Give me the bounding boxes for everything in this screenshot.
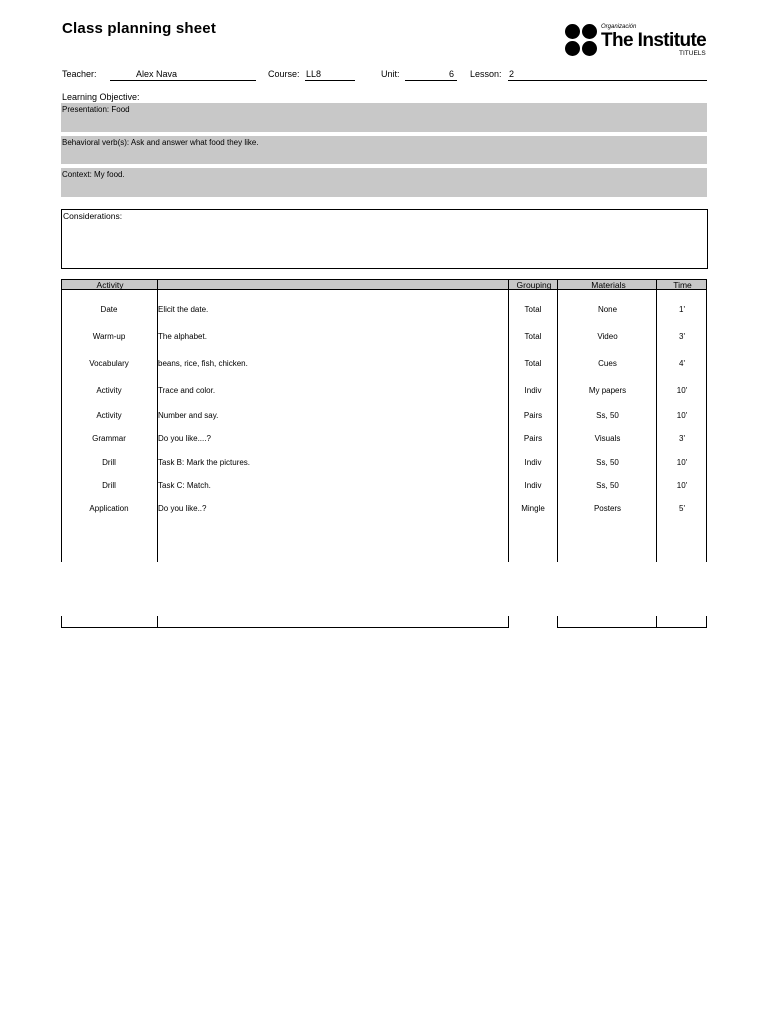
header-description: [159, 280, 509, 291]
grouping-cell: Total: [524, 359, 542, 368]
considerations-label: Considerations:: [63, 211, 123, 221]
learning-objective-label: Learning Objective:: [62, 92, 140, 102]
grouping-cell: Indiv: [524, 386, 542, 395]
teacher-field: [110, 68, 256, 81]
behavioral-box: [61, 136, 707, 164]
page-title: Class planning sheet: [62, 20, 217, 37]
materials-cell: Ss, 50: [596, 458, 619, 467]
activity-cell: Activity: [96, 411, 122, 420]
table-row: [61, 331, 707, 345]
course-value: LL8: [306, 69, 322, 79]
materials-cell: Posters: [593, 504, 622, 513]
table-row: [61, 433, 707, 447]
materials-cell: None: [597, 305, 618, 314]
table-row: [61, 385, 707, 399]
behavioral-text: Behavioral verb(s): Ask and answer what food they like.: [62, 138, 259, 147]
activity-cell: Drill: [102, 481, 116, 490]
logo-name: The Institute: [601, 30, 707, 51]
materials-cell: Cues: [598, 359, 617, 368]
teacher-label: Teacher:: [62, 69, 97, 79]
lesson-field: [508, 68, 707, 81]
description-cell: beans, rice, fish, chicken.: [158, 359, 248, 368]
grouping-cell: Indiv: [524, 458, 542, 467]
considerations-box: [61, 209, 708, 269]
description-cell: Task C: Match.: [158, 481, 211, 490]
grouping-cell: Pairs: [523, 434, 543, 443]
grouping-cell: Total: [524, 332, 542, 341]
materials-cell: Ss, 50: [596, 411, 619, 420]
presentation-text: Presentation: Food: [62, 105, 130, 114]
teacher-value: Alex Nava: [136, 69, 178, 79]
activity-cell: Warm-up: [92, 332, 126, 341]
context-box: [61, 168, 707, 197]
materials-cell: My papers: [588, 386, 627, 395]
time-cell: 4': [679, 359, 685, 368]
description-cell: Number and say.: [158, 411, 219, 420]
unit-value: 6: [449, 69, 455, 79]
logo-sub-text: TITUELS: [679, 50, 706, 57]
time-cell: 10': [676, 458, 688, 467]
description-cell: Task B: Mark the pictures.: [158, 458, 251, 467]
description-cell: Do you like..?: [158, 504, 207, 513]
unit-label: Unit:: [381, 69, 400, 79]
table-row: [61, 358, 707, 372]
header-grouping: Grouping: [516, 280, 552, 290]
time-cell: 5': [679, 504, 685, 513]
description-cell: The alphabet.: [158, 332, 207, 341]
materials-cell: Video: [597, 332, 618, 341]
grouping-cell: Pairs: [523, 411, 543, 420]
description-cell: Elicit the date.: [158, 305, 209, 314]
grouping-cell: Mingle: [521, 504, 545, 513]
time-cell: 10': [676, 481, 688, 490]
lesson-value: 2: [509, 69, 515, 79]
time-cell: 10': [676, 386, 688, 395]
clover-icon: [565, 24, 599, 58]
activity-cell: Activity: [96, 386, 122, 395]
description-cell: Do you like....?: [158, 434, 211, 443]
presentation-box: [61, 103, 707, 132]
logo-small-text: Organización: [601, 24, 637, 30]
bottom-line: [557, 627, 707, 628]
activity-cell: Drill: [102, 458, 116, 467]
activity-cell: Vocabulary: [89, 359, 129, 368]
grouping-cell: Total: [524, 305, 542, 314]
activity-cell: Date: [100, 305, 118, 314]
activity-cell: Application: [89, 504, 129, 513]
table-row: [61, 304, 707, 318]
context-text: Context: My food.: [62, 170, 125, 179]
time-cell: 3': [679, 434, 685, 443]
table-row: [61, 457, 707, 471]
header-activity: Activity: [96, 280, 124, 290]
materials-cell: Visuals: [594, 434, 621, 443]
activity-cell: Grammar: [92, 434, 126, 443]
time-cell: 10': [676, 411, 688, 420]
course-label: Course:: [268, 69, 300, 79]
table-row: [61, 480, 707, 494]
time-cell: 3': [679, 332, 685, 341]
time-cell: 1': [679, 305, 685, 314]
table-row: [61, 410, 707, 424]
header-materials: Materials: [591, 280, 626, 290]
institute-logo: [563, 22, 708, 62]
table-row: [61, 503, 707, 517]
grouping-cell: Indiv: [524, 481, 542, 490]
header-time: Time: [673, 280, 692, 290]
lesson-label: Lesson:: [470, 69, 502, 79]
description-cell: Trace and color.: [158, 386, 216, 395]
bottom-line: [61, 627, 509, 628]
materials-cell: Ss, 50: [596, 481, 619, 490]
